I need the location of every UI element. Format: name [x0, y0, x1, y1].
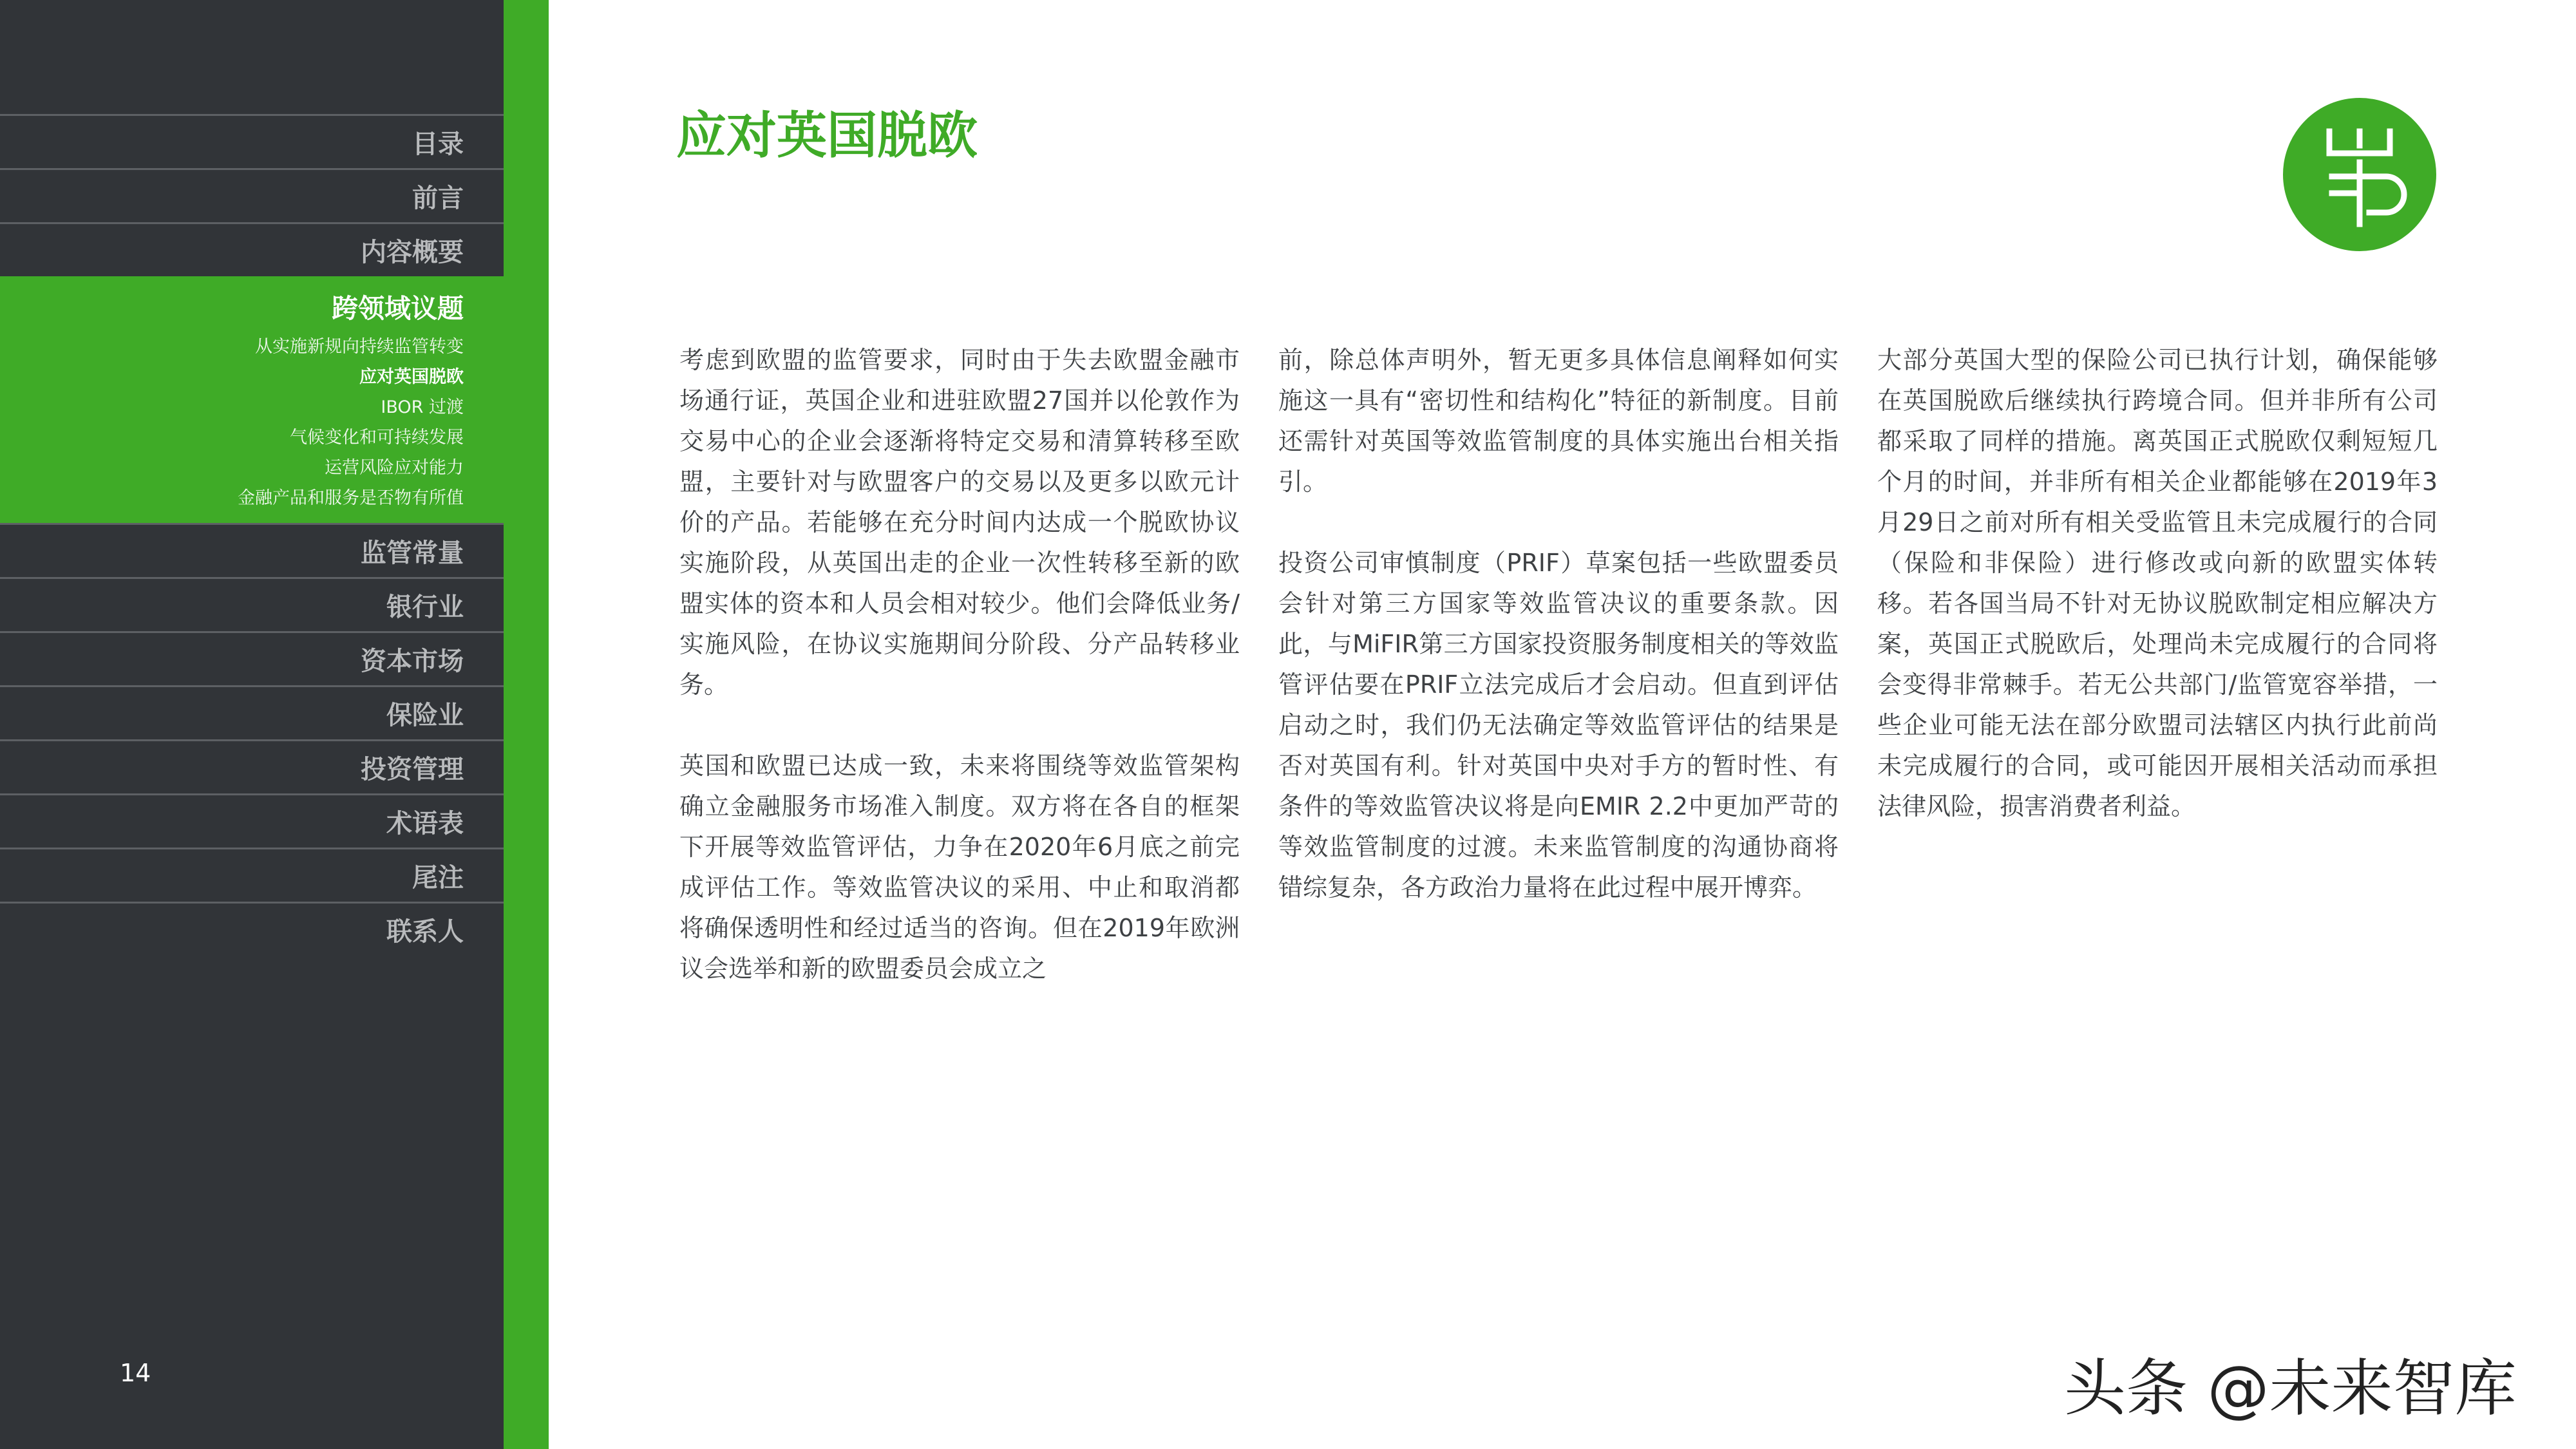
watermark: 头条 @未来智库 — [2064, 1352, 2517, 1425]
paragraph: 前，除总体声明外，暂无更多具体信息阐释如何实施这一具有“密切性和结构化”特征的新制度。目前还需针对英国等效监管制度的具体实施出台相关指引。 — [1278, 346, 1839, 496]
text-column-1 — [679, 340, 1240, 1030]
page-number: 14 — [120, 1359, 151, 1387]
nav-item-endnotes[interactable]: 尾注 — [0, 848, 504, 902]
nav-item-glossary[interactable]: 术语表 — [0, 793, 504, 848]
nav-subitem-supervision-shift[interactable]: 从实施新规向持续监管转变 — [255, 337, 464, 357]
deloitte-style-glyph-icon — [2283, 98, 2436, 251]
text-column-3 — [1877, 340, 2438, 867]
nav-item-summary[interactable]: 内容概要 — [0, 222, 504, 276]
nav-item-regulatory-constants[interactable]: 监管常量 — [0, 523, 504, 577]
nav-item-investment-management[interactable]: 投资管理 — [0, 739, 504, 793]
nav-item-insurance[interactable]: 保险业 — [0, 685, 504, 739]
nav-subitem-brexit[interactable]: 应对英国脱欧 — [359, 367, 464, 387]
nav-item-banking[interactable]: 银行业 — [0, 577, 504, 631]
nav-item-contacts[interactable]: 联系人 — [0, 902, 504, 956]
nav-subitem-climate[interactable]: 气候变化和可持续发展 — [290, 428, 464, 448]
paragraph: 英国和欧盟已达成一致，未来将围绕等效监管架构确立金融服务市场准入制度。双方将在各自的框架下开展等效监管评估，力争在2020年6月底之前完成评估工作。等效监管决议的采用、中止和取消都将确保透明性和经过适当的咨询。但在2019年欧洲议会选举和新的欧盟委员会成立之 — [679, 752, 1240, 983]
sidebar-nav — [0, 114, 504, 956]
sidebar — [0, 0, 504, 1449]
nav-section-cross-sector — [0, 276, 504, 523]
text-column-2 — [1278, 340, 1839, 949]
paragraph: 大部分英国大型的保险公司已执行计划，确保能够在英国脱欧后继续执行跨境合同。但并非所有公司都采取了同样的措施。离英国正式脱欧仅剩短短几个月的时间，并非所有相关企业都能够在2019年3月29日之前对所有相关受监管且未完成履行的合同（保险和非保险）进行修改或向新的欧盟实体转移。若各国当局不针对无协议脱欧制定相应解决方案，英国正式脱欧后，处理尚未完成履行的合同将会变得非常棘手。若无公共部门/监管宽容举措，一些企业可能无法在部分欧盟司法辖区内执行此前尚未完成履行的合同，或可能因开展相关活动而承担法律风险，损害消费者利益。 — [1877, 346, 2438, 820]
nav-subitem-ibor[interactable]: IBOR 过渡 — [381, 397, 464, 417]
nav-item-foreword[interactable]: 前言 — [0, 168, 504, 222]
paragraph: 考虑到欧盟的监管要求，同时由于失去欧盟金融市场通行证，英国企业和进驻欧盟27国并以伦敦作为交易中心的企业会逐渐将特定交易和清算转移至欧盟，主要针对与欧盟客户的交易以及更多以欧元计价的产品。若能够在充分时间内达成一个脱欧协议实施阶段，从英国出走的企业一次性转移至新的欧盟实体的资本和人员会相对较少。他们会降低业务/实施风险，在协议实施期间分阶段、分产品转移业务。 — [679, 346, 1240, 699]
nav-subitem-operational-resilience[interactable]: 运营风险应对能力 — [325, 458, 464, 478]
page-title: 应对英国脱欧 — [676, 107, 978, 165]
nav-item-capital-markets[interactable]: 资本市场 — [0, 631, 504, 685]
nav-item-cross-sector[interactable]: 跨领域议题 — [332, 293, 464, 324]
nav-subitem-value-for-money[interactable]: 金融产品和服务是否物有所值 — [238, 488, 464, 508]
nav-item-contents[interactable]: 目录 — [0, 114, 504, 168]
accent-stripe — [504, 0, 549, 1449]
paragraph: 投资公司审慎制度（PRIF）草案包括一些欧盟委员会针对第三方国家等效监管决议的重要条款。因此，与MiFIR第三方国家投资服务制度相关的等效监管评估要在PRIF立法完成后才会启动。但直到评估启动之时，我们仍无法确定等效监管评估的结果是否对英国有利。针对英国中央对手方的暂时性、有条件的等效监管决议将是向EMIR 2.2中更加严苛的等效监管制度的过渡。未来监管制度的沟通协商将错综复杂，各方政治力量将在此过程中展开博弈。 — [1278, 549, 1839, 902]
